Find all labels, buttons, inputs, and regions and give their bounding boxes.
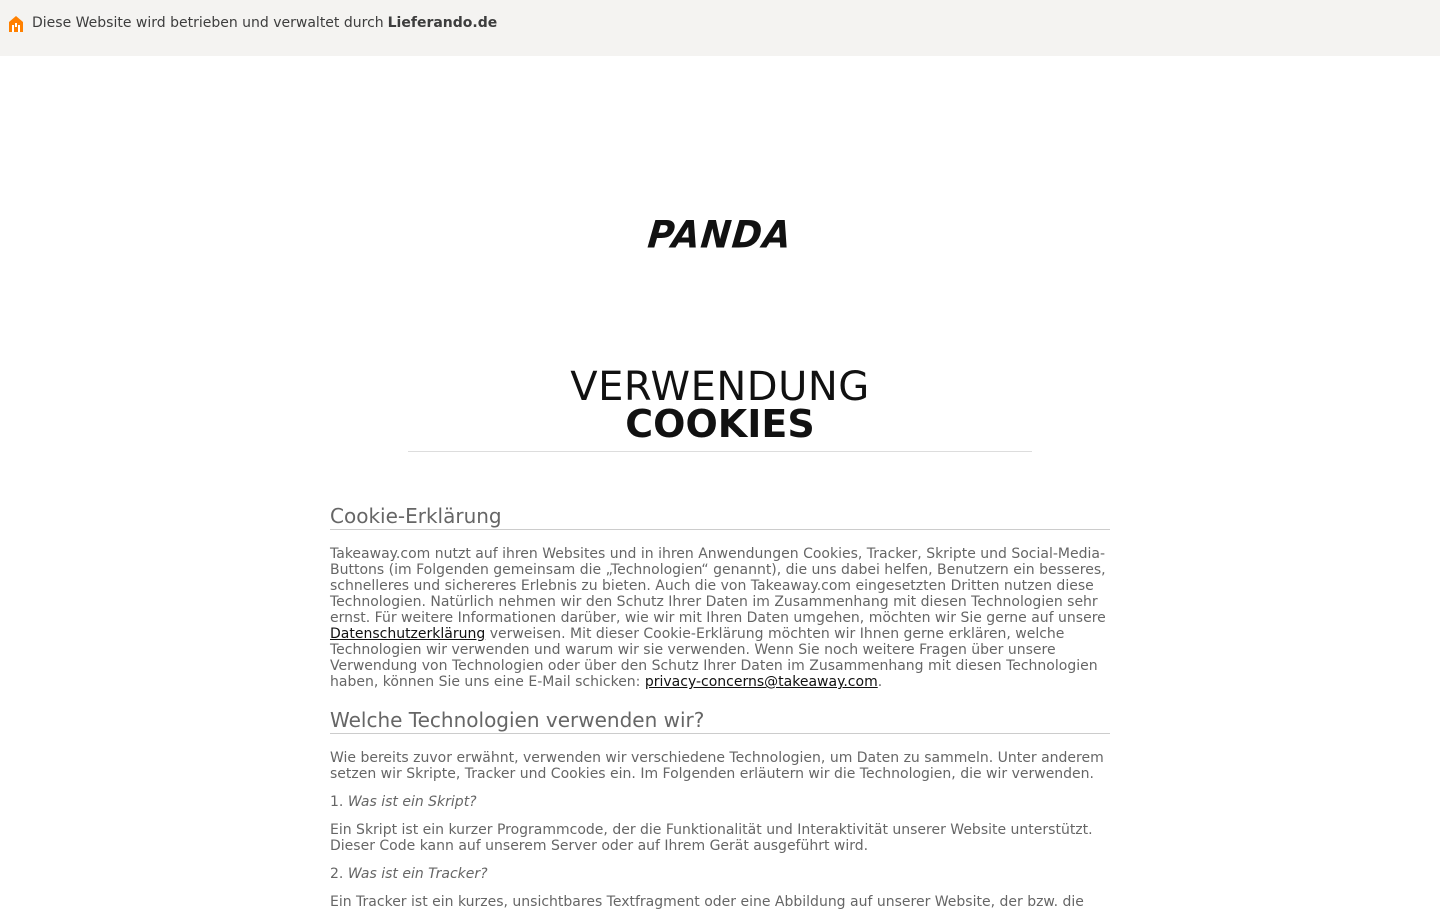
cookie-statement-paragraph [330,546,1110,690]
privacy-policy-link[interactable]: Datenschutzerklärung [330,626,486,642]
page-title-line1: VERWENDUNG [570,364,870,410]
cookie-statement-content [330,504,1110,910]
privacy-email-link[interactable]: privacy-concerns@takeaway.com [644,674,878,690]
title-divider [408,451,1032,452]
list-item-title: Was ist ein Skript? [347,794,477,810]
paragraph-text: Takeaway.com nutzt auf ihren Websites und in ihren Anwendungen Cookies, Tracker, Skripte und Social-Media-Buttons (im Folgenden gemeinsam die „Technologien“ genannt), die uns dabei helfen, Benutzern ein besseres, schnelleres und sichereres Erlebnis zu bieten. Auch die von Takeaway.com eingesetzten Dritten nutzen diese Technologien. Natürlich nehmen wir den Schutz Ihrer Daten im Zusammenhang mit diesen Technologien sehr ernst. Für weitere Informationen darüber, wie wir mit Ihren Daten umgehen, möchten wir Sie gerne auf unsere [330,546,1106,626]
page-title [0,364,1440,446]
section-heading-cookie-statement: Cookie-Erklärung [330,504,1110,530]
paragraph-text: . [877,674,883,690]
list-item-tracker [330,866,1110,882]
script-description: Ein Skript ist ein kurzer Programmcode, der die Funktionalität und Interaktivität unserer Website unterstützt. Dieser Code kann auf unserem Server oder auf Ihrem Gerät ausgeführt wird. [330,822,1093,854]
page-title-line2: COOKIES [625,402,815,446]
paragraph-text: verweisen. Mit dieser Cookie-Erklärung möchten wir Ihnen gerne erklären, welche Technologien wir verwenden und warum wir sie verwenden. Wenn Sie noch weitere Fragen über unsere Verwendung von Technologien oder über den Schutz Ihrer Daten im Zusammenhang mit diesen Technologien haben, können Sie uns eine E-Mail schicken: [330,626,1098,690]
tracker-description: Ein Tracker ist ein kurzes, unsichtbares Textfragment oder eine Abbildung auf unserer Website, der bzw. die [330,894,1084,910]
restaurant-logo[interactable]: PANDA [645,213,795,258]
operator-notice-bar [0,0,1440,56]
lieferando-house-icon [8,15,24,33]
section-heading-technologies: Welche Technologien verwenden wir? [330,708,1110,734]
list-item-number: 1. [330,794,344,810]
restaurant-logo-area [0,215,1440,256]
operator-notice-text: Diese Website wird betrieben und verwaltet durch [32,15,384,31]
list-item-script [330,794,1110,810]
list-item-number: 2. [330,866,344,882]
list-item-title: Was ist ein Tracker? [347,866,488,882]
technologies-intro: Wie bereits zuvor erwähnt, verwenden wir verschiedene Technologien, um Daten zu sammeln. Unter anderem setzen wir Skripte, Tracker und Cookies ein. Im Folgenden erläutern wir die Technologien, die wir verwenden. [330,750,1104,782]
operator-brand-name: Lieferando.de [387,15,498,31]
